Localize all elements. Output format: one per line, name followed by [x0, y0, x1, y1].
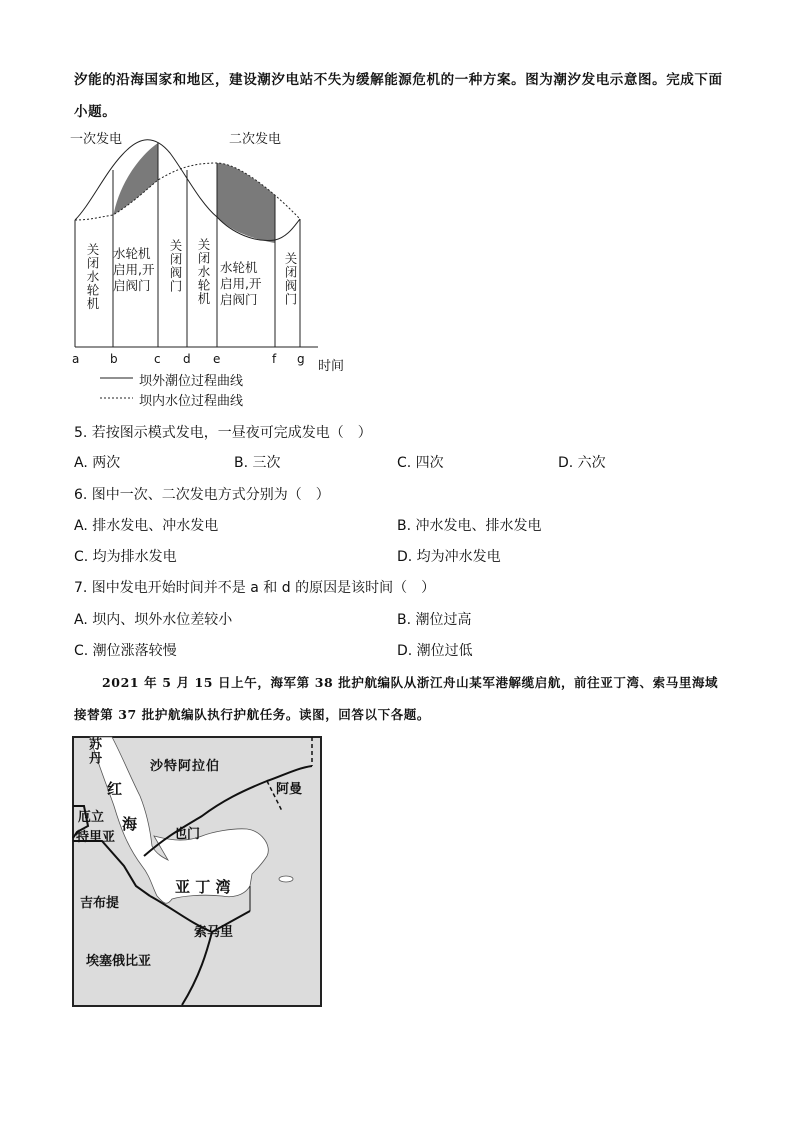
- panel-close-valve-2: 关闭阀门: [283, 252, 298, 306]
- question-7-option-b: B. 潮位过高: [397, 612, 472, 628]
- panel-close-turbine-2: 关闭水轮机: [196, 238, 211, 306]
- intro-line-1: 汐能的沿海国家和地区，建设潮汐电站不失为缓解能源危机的一种方案。图为潮汐发电示意图。完成下面: [74, 72, 723, 88]
- panel-open-2: 水轮机 启用,开 启阀门: [220, 260, 262, 307]
- question-6-option-a: A. 排水发电、冲水发电: [74, 518, 219, 534]
- axis-point-d: d: [183, 352, 191, 366]
- axis-point-a: a: [72, 352, 80, 366]
- question-6-stem: 6. 图中一次、二次发电方式分别为（ ）: [74, 487, 330, 503]
- map-label-ethiopia: 埃塞俄比亚: [86, 954, 152, 969]
- map-label-yemen: 也门: [174, 827, 201, 842]
- map-label-oman: 阿曼: [276, 782, 303, 797]
- question-7-option-c: C. 潮位涨落较慢: [74, 643, 177, 659]
- question-5-option-a: A. 两次: [74, 455, 121, 471]
- axis-point-e: e: [213, 352, 221, 366]
- axis-point-f: f: [272, 352, 277, 366]
- question-5-option-c: C. 四次: [397, 455, 444, 471]
- panel-open-1: 水轮机 启用,开 启阀门: [113, 246, 155, 293]
- socotra-island: [279, 876, 293, 882]
- axis-label-time: 时间: [318, 359, 345, 374]
- axis-point-b: b: [110, 352, 118, 366]
- first-gen-label: 一次发电: [70, 132, 123, 147]
- question-6-option-b: B. 冲水发电、排水发电: [397, 518, 542, 534]
- intro-line-2: 小题。: [74, 104, 117, 120]
- question-5-stem: 5. 若按图示模式发电，一昼夜可完成发电（ ）: [74, 425, 372, 441]
- map-label-saudi-arabia: 沙特阿拉伯: [150, 759, 221, 774]
- panel-close-valve-1: 关闭阀门: [168, 239, 183, 293]
- question-7-stem: 7. 图中发电开始时间并不是 a 和 d 的原因是该时间（ ）: [74, 580, 436, 596]
- map-label-gulf-of-aden: 亚 丁 湾: [175, 878, 231, 896]
- map-label-somalia: 索马里: [194, 925, 234, 940]
- first-gen-shade: [113, 143, 158, 218]
- passage-2-line-1: 2021 年 5 月 15 日上午，海军第 38 批护航编队从浙江舟山某军港解缆启航，前往亚丁湾、索马里海域: [102, 675, 719, 690]
- map-label-red-sea-2: 海: [122, 815, 138, 833]
- question-7-option-d: D. 潮位过低: [397, 643, 473, 659]
- axis-point-c: c: [154, 352, 161, 366]
- question-7-option-a: A. 坝内、坝外水位差较小: [74, 612, 233, 628]
- second-gen-shade: [217, 163, 275, 243]
- map-label-red-sea-1: 红: [107, 780, 123, 798]
- axis-point-g: g: [297, 352, 305, 366]
- map-label-sudan: 苏丹: [86, 737, 101, 765]
- passage-2-line-2: 接替第 37 批护航编队执行护航任务。读图，回答以下各题。: [74, 707, 430, 722]
- legend-inner: 坝内水位过程曲线: [139, 394, 244, 409]
- map-label-djibouti: 吉布提: [80, 896, 120, 911]
- panel-close-turbine-1: 关闭水轮机: [85, 243, 100, 311]
- question-5-option-b: B. 三次: [234, 455, 281, 471]
- second-gen-label: 二次发电: [229, 132, 282, 147]
- question-6-option-d: D. 均为冲水发电: [397, 549, 501, 565]
- legend-outer: 坝外潮位过程曲线: [139, 374, 244, 389]
- map-label-eritrea-1: 厄立: [78, 810, 105, 825]
- question-5-option-d: D. 六次: [558, 455, 606, 471]
- map-label-eritrea-2: 特里亚: [76, 830, 116, 845]
- question-6-option-c: C. 均为排水发电: [74, 549, 177, 565]
